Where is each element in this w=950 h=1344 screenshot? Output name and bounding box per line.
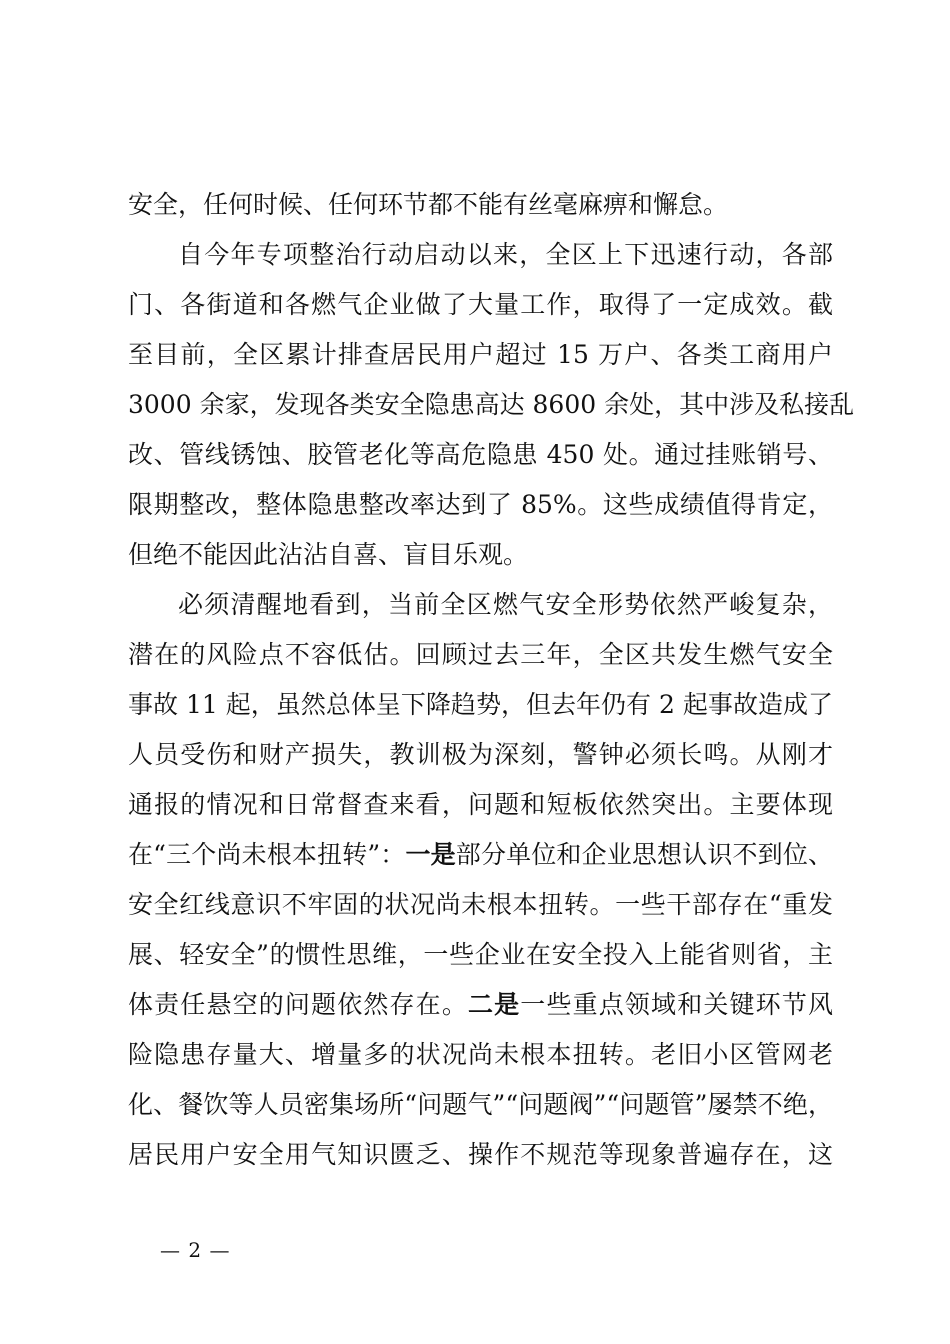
line-text-before: 在“三个尚未根本扭转”： <box>128 840 406 869</box>
paragraph-line: 但绝不能因此沾沾自喜、盲目乐观。 <box>128 540 529 569</box>
page-number: — 2 — <box>160 1238 231 1262</box>
line-text-after: 部分单位和企业思想认识不到位、 <box>455 840 833 869</box>
paragraph-line: 人员受伤和财产损失，教训极为深刻，警钟必须长鸣。从刚才 <box>128 740 833 769</box>
paragraph-line: 必须清醒地看到，当前全区燃气安全形势依然严峻复杂， <box>178 590 833 619</box>
emphasis-second-point: 二是 <box>467 990 521 1019</box>
paragraph-line: 展、轻安全”的惯性思维，一些企业在安全投入上能省则省，主 <box>128 940 833 969</box>
paragraph-line: 改、管线锈蚀、胶管老化等高危隐患 450 处。通过挂账销号、 <box>128 440 833 469</box>
paragraph-line: 居民用户安全用气知识匮乏、操作不规范等现象普遍存在，这 <box>128 1140 833 1169</box>
paragraph-line: 门、各街道和各燃气企业做了大量工作，取得了一定成效。截 <box>128 290 833 319</box>
paragraph-line <box>128 830 833 880</box>
paragraph-line: 安全，任何时候、任何环节都不能有丝毫麻痹和懈怠。 <box>128 190 729 219</box>
paragraph-line: 潜在的风险点不容低估。回顾过去三年，全区共发生燃气安全 <box>128 640 833 669</box>
body-text <box>128 180 855 1180</box>
paragraph-line: 通报的情况和日常督查来看，问题和短板依然突出。主要体现 <box>128 790 833 819</box>
paragraph-line: 自今年专项整治行动启动以来，全区上下迅速行动，各部 <box>178 240 833 269</box>
emphasis-first-point: 一是 <box>405 840 456 869</box>
line-text-before: 体责任悬空的问题依然存在。 <box>128 990 468 1019</box>
paragraph-line: 安全红线意识不牢固的状况尚未根本扭转。一些干部存在“重发 <box>128 890 833 919</box>
paragraph-line: 化、餐饮等人员密集场所“问题气”“问题阀”“问题管”屡禁不绝， <box>128 1090 833 1119</box>
line-text-after: 一些重点领域和关键环节风 <box>520 990 833 1019</box>
paragraph-line <box>128 980 833 1030</box>
paragraph-line: 限期整改，整体隐患整改率达到了 85%。这些成绩值得肯定， <box>128 490 833 519</box>
paragraph-line: 至目前，全区累计排查居民用户超过 15 万户、各类工商用户 <box>128 340 833 369</box>
paragraph-line: 事故 11 起，虽然总体呈下降趋势，但去年仍有 2 起事故造成了 <box>128 690 833 719</box>
paragraph-line: 3000 余家，发现各类安全隐患高达 8600 余处，其中涉及私接乱 <box>128 390 855 419</box>
paragraph-line: 险隐患存量大、增量多的状况尚未根本扭转。老旧小区管网老 <box>128 1040 833 1069</box>
